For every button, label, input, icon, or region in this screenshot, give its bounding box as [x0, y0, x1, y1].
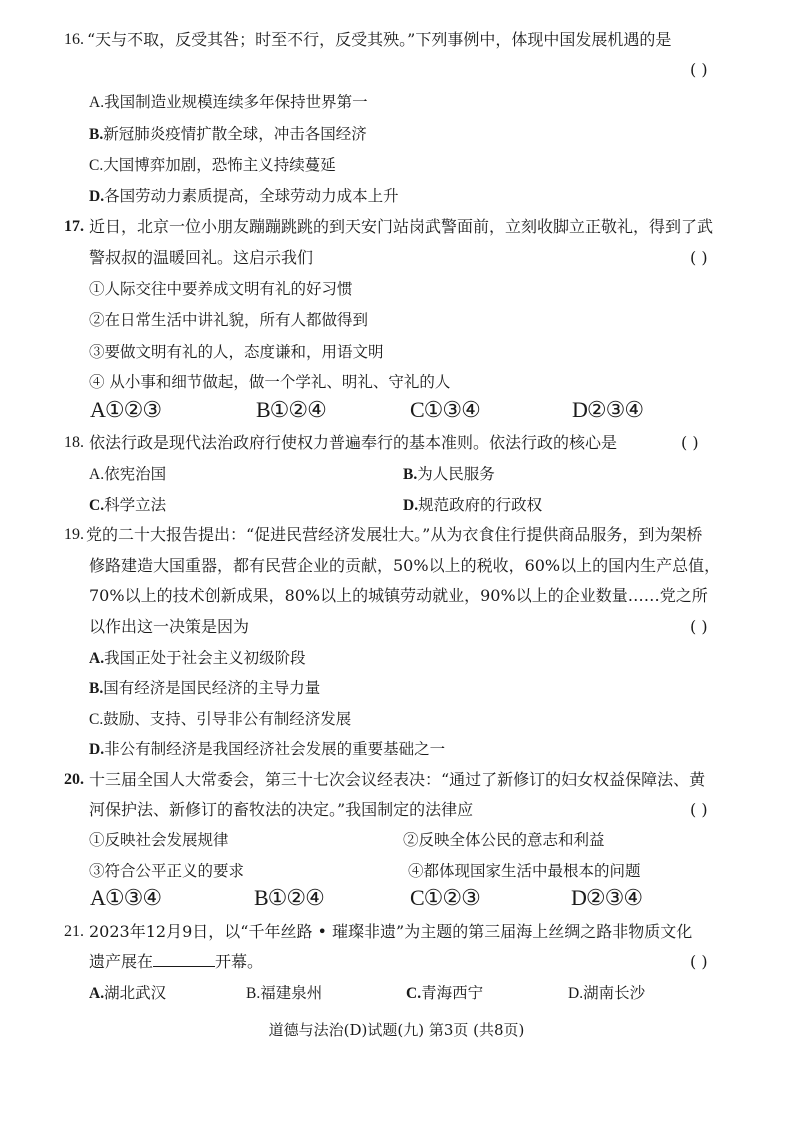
page-footer: 道德与法治(D)试题(九) 第3页 (共8页) [268, 1021, 525, 1039]
statement-1: ①反映社会发展规律 [89, 831, 229, 849]
choice-c: C①③④ [410, 397, 480, 422]
question-stem-line-4: 以作出这一决策是因为 [89, 617, 250, 636]
option-d: D.湖南长沙 [568, 984, 646, 1002]
answer-bracket: ( ) [681, 433, 699, 452]
question-stem-line-2: 警叔叔的温暖回礼。这启示我们 [89, 248, 314, 267]
option-d: D.非公有制经济是我国经济社会发展的重要基础之一 [89, 740, 446, 758]
answer-bracket: ( ) [690, 617, 708, 636]
statement-4: ④ 从小事和细节做起，做一个学礼、明礼、守礼的人 [89, 373, 451, 391]
question-number: 19. [64, 526, 84, 543]
option-b: B.国有经济是国民经济的主导力量 [89, 679, 321, 697]
answer-bracket: ( ) [690, 248, 708, 267]
option-a: A.湖北武汉 [89, 984, 167, 1002]
option-c: C.科学立法 [89, 496, 167, 514]
question-stem: 依法行政是现代法治政府行使权力普遍奉行的基本准则。依法行政的核心是 [89, 433, 618, 452]
choice-b: B①②④ [254, 885, 324, 910]
answer-bracket: ( ) [690, 800, 708, 819]
question-stem-line-2: 修路建造大国重器，都有民营企业的贡献，50%以上的税收，60%以上的国内生产总值， [89, 556, 721, 575]
option-c: C.大国博弈加剧，恐怖主义持续蔓延 [89, 156, 336, 174]
question-stem-line-1: 2023年12月9日，以“千年丝路 • 璀璨非遗”为主题的第三届海上丝绸之路非物质文化 [89, 922, 693, 941]
option-d: D.规范政府的行政权 [403, 496, 543, 514]
question-stem-line-3: 70%以上的技术创新成果，80%以上的城镇劳动就业，90%以上的企业数量……党之所 [89, 586, 708, 605]
option-c: C.青海西宁 [406, 984, 484, 1002]
option-b: B.新冠肺炎疫情扩散全球，冲击各国经济 [89, 125, 367, 143]
option-c: C.鼓励、支持、引导非公有制经济发展 [89, 710, 352, 728]
question-number: 18. [64, 434, 84, 451]
question-number: 21. [64, 923, 84, 940]
question-stem: “天与不取，反受其咎；时至不行，反受其殃。”下列事例中，体现中国发展机遇的是 [87, 30, 672, 49]
question-stem-line-2: 河保护法、新修订的畜牧法的决定。”我国制定的法律应 [89, 800, 474, 819]
question-stem-line-1: 近日，北京一位小朋友蹦蹦跳跳的到天安门站岗武警面前，立刻收脚立正敬礼，得到了武 [89, 217, 714, 236]
question-number: 20. [64, 771, 84, 788]
option-a: A.我国制造业规模连续多年保持世界第一 [89, 93, 368, 111]
choice-d: D②③④ [571, 885, 643, 910]
statement-2: ②反映全体公民的意志和利益 [403, 831, 605, 849]
option-b: B.为人民服务 [403, 465, 495, 483]
answer-bracket: ( ) [690, 60, 708, 79]
question-stem-line-1: 十三届全国人大常委会，第三十七次会议经表决：“通过了新修订的妇女权益保障法、黄 [89, 770, 706, 789]
statement-4: ④都体现国家生活中最根本的问题 [408, 862, 641, 880]
choice-a: A①③④ [90, 885, 162, 910]
statement-1: ①人际交往中要养成文明有礼的好习惯 [89, 280, 353, 298]
statement-3: ③符合公平正义的要求 [89, 862, 245, 880]
choice-a: A①②③ [90, 397, 162, 422]
fill-blank [153, 952, 215, 967]
statement-2: ②在日常生活中讲礼貌，所有人都做得到 [89, 311, 369, 329]
question-stem-line-1: 党的二十大报告提出：“促进民营经济发展壮大。”从为衣食住行提供商品服务，到为架桥 [86, 525, 703, 544]
statement-3: ③要做文明有礼的人，态度谦和，用语文明 [89, 343, 384, 361]
option-b: B.福建泉州 [246, 984, 323, 1002]
choice-d: D②③④ [572, 397, 644, 422]
choice-c: C①②③ [410, 885, 480, 910]
question-number: 17. [64, 218, 84, 235]
question-number: 16. [64, 31, 84, 48]
option-a: A.依宪治国 [89, 465, 167, 483]
choice-b: B①②④ [256, 397, 326, 422]
option-d: D.各国劳动力素质提高，全球劳动力成本上升 [89, 187, 399, 205]
answer-bracket: ( ) [690, 952, 708, 971]
option-a: A.我国正处于社会主义初级阶段 [89, 649, 306, 667]
question-stem-line-2: 遗产展在 开幕。 [89, 952, 264, 971]
